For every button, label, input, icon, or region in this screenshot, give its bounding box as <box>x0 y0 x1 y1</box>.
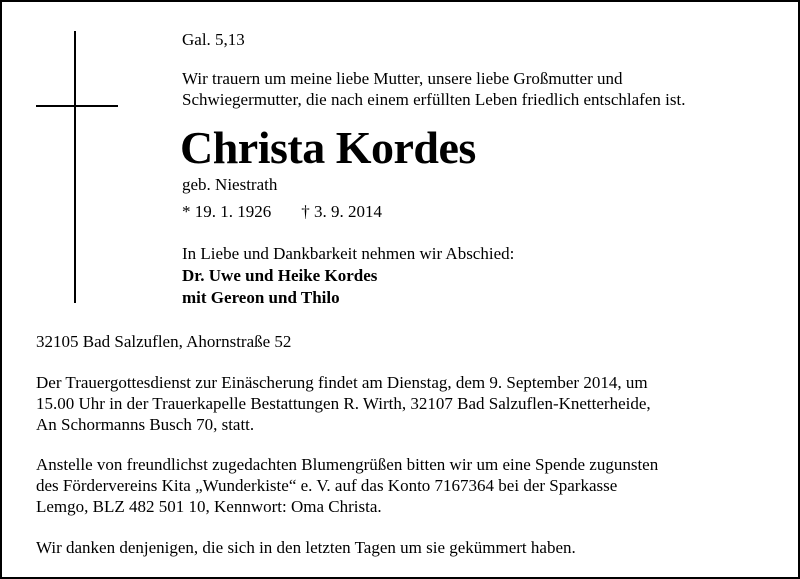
bible-verse: Gal. 5,13 <box>182 30 245 49</box>
family-line-2: mit Gereon und Thilo <box>182 288 340 307</box>
address: 32105 Bad Salzuflen, Ahornstraße 52 <box>36 332 292 351</box>
birth-date: * 19. 1. 1926 <box>182 202 272 221</box>
service-line-2: 15.00 Uhr in der Trauerkapelle Bestattungen R. Wirth, 32107 Bad Salzuflen-Knetterheide, <box>36 394 651 413</box>
deceased-name: Christa Kordes <box>180 122 476 173</box>
thanks-text: Wir danken denjenigen, die sich in den letzten Tagen um sie gekümmert haben. <box>36 538 576 557</box>
donation-line-3: Lemgo, BLZ 482 501 10, Kennwort: Oma Christa. <box>36 497 382 516</box>
birth-name: geb. Niestrath <box>182 175 278 194</box>
donation-line-2: des Fördervereins Kita „Wunderkiste“ e. V. auf das Konto 7167364 bei der Sparkasse <box>36 476 618 495</box>
cross-icon-bar <box>36 105 118 107</box>
cross-icon <box>74 31 76 303</box>
farewell-text: In Liebe und Dankbarkeit nehmen wir Abschied: <box>182 244 515 263</box>
service-line-1: Der Trauergottesdienst zur Einäscherung findet am Dienstag, dem 9. September 2014, um <box>36 373 648 392</box>
donation-line-1: Anstelle von freundlichst zugedachten Blumengrüßen bitten wir um eine Spende zugunsten <box>36 455 659 474</box>
service-line-3: An Schormanns Busch 70, statt. <box>36 415 255 434</box>
life-dates <box>182 201 382 223</box>
death-date: † 3. 9. 2014 <box>301 202 382 221</box>
intro-line-2: Schwiegermutter, die nach einem erfüllten Leben friedlich entschlafen ist. <box>182 90 686 109</box>
family-line-1: Dr. Uwe und Heike Kordes <box>182 266 378 285</box>
intro-line-1: Wir trauern um meine liebe Mutter, unsere liebe Großmutter und <box>182 69 623 88</box>
